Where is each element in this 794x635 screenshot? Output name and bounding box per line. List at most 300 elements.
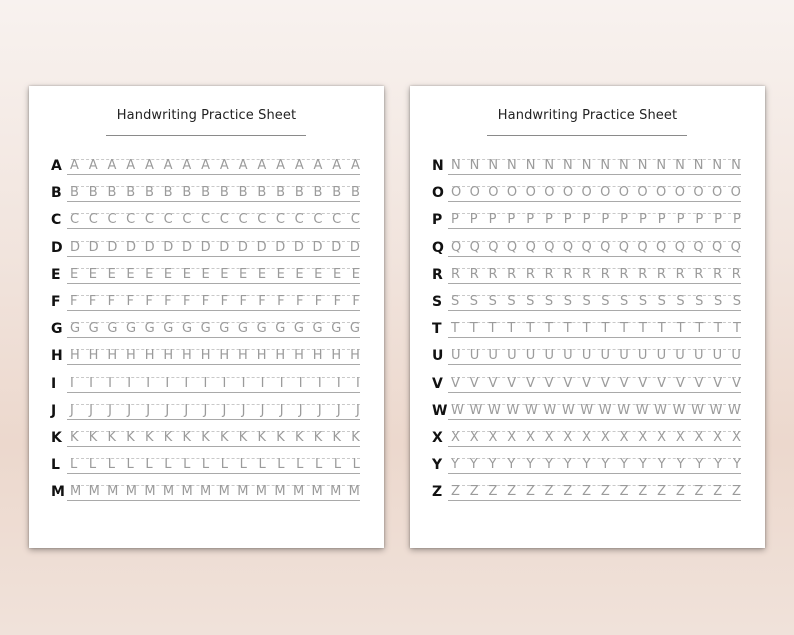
- guide-line-base: [448, 419, 741, 420]
- trace-letter: O: [730, 185, 741, 201]
- row-letter-label: N: [432, 158, 444, 174]
- trace-letter: M: [237, 484, 249, 500]
- trace-letter: E: [220, 266, 229, 282]
- trace-letter: Y: [582, 457, 591, 473]
- trace-letter: D: [256, 239, 267, 255]
- guide-line-base: [67, 473, 360, 474]
- trace-letter: A: [144, 158, 154, 173]
- practice-row-k: [29, 430, 384, 452]
- trace-letter: G: [219, 321, 230, 337]
- trace-letter: T: [507, 321, 516, 337]
- trace-letter: Z: [619, 484, 629, 500]
- trace-letter: B: [144, 185, 154, 201]
- trace-letter: D: [237, 239, 248, 255]
- trace-letter: M: [311, 484, 323, 500]
- trace-letter: O: [600, 185, 611, 201]
- trace-letter: X: [544, 430, 554, 445]
- trace-letters: [70, 430, 360, 446]
- trace-letters: [70, 457, 360, 473]
- trace-letter: Y: [638, 457, 647, 473]
- practice-row-e: [29, 267, 384, 289]
- trace-letter: A: [107, 158, 117, 173]
- trace-letter: J: [317, 402, 322, 418]
- trace-letter: H: [107, 348, 118, 364]
- trace-letter: Q: [562, 239, 574, 255]
- trace-letter: A: [163, 158, 173, 173]
- practice-row-s: [410, 294, 765, 316]
- trace-letter: R: [544, 266, 554, 282]
- trace-letter: P: [544, 212, 553, 228]
- trace-letter: V: [638, 375, 648, 391]
- trace-letter: Z: [582, 484, 592, 500]
- row-letter-label: T: [432, 321, 442, 338]
- trace-letter: T: [451, 321, 459, 337]
- trace-letters: [451, 403, 741, 419]
- trace-letter: E: [145, 266, 154, 282]
- trace-letter: C: [107, 212, 117, 228]
- trace-letter: U: [712, 348, 723, 364]
- trace-letter: O: [562, 185, 574, 201]
- trace-letter: J: [279, 402, 284, 418]
- guide-line-base: [448, 256, 741, 257]
- trace-letter: X: [694, 430, 704, 445]
- trace-letter: J: [298, 402, 303, 418]
- trace-letter: K: [238, 430, 248, 445]
- trace-letter: I: [184, 375, 189, 391]
- trace-letter: M: [125, 484, 137, 500]
- trace-letter: C: [126, 212, 136, 228]
- trace-letter: N: [600, 158, 611, 173]
- trace-letter: R: [451, 266, 461, 282]
- trace-letter: P: [451, 212, 459, 228]
- trace-letter: M: [292, 484, 305, 500]
- practice-row-x: [410, 430, 765, 452]
- trace-letter: T: [601, 321, 610, 337]
- trace-letter: B: [276, 185, 285, 201]
- trace-letter: V: [694, 375, 704, 391]
- trace-letter: O: [451, 185, 462, 201]
- trace-letter: N: [637, 158, 648, 173]
- trace-letter: C: [219, 212, 229, 228]
- trace-letter: W: [543, 402, 557, 418]
- practice-sheet-left: [29, 86, 384, 548]
- trace-letter: H: [200, 348, 211, 364]
- row-letter-label: A: [51, 158, 62, 174]
- trace-letter: G: [144, 321, 155, 337]
- trace-letter: U: [656, 348, 667, 364]
- practice-row-m: [29, 484, 384, 506]
- trace-letter: U: [488, 348, 498, 364]
- trace-letter: Q: [693, 239, 704, 255]
- trace-letter: Z: [732, 484, 741, 500]
- trace-letter: I: [298, 375, 303, 391]
- trace-letter: B: [219, 185, 229, 201]
- trace-letter: S: [732, 294, 741, 309]
- trace-letter: O: [581, 185, 592, 201]
- guide-line-base: [448, 310, 741, 311]
- trace-letter: M: [218, 484, 230, 500]
- trace-letter: E: [295, 266, 304, 282]
- trace-letter: U: [525, 348, 536, 364]
- trace-letter: G: [349, 321, 360, 337]
- trace-letter: P: [695, 212, 704, 228]
- guide-line-base: [448, 364, 741, 365]
- trace-letter: V: [732, 375, 741, 391]
- trace-letter: N: [525, 158, 536, 173]
- trace-letter: Z: [713, 484, 723, 500]
- row-letter-label: S: [432, 294, 443, 310]
- trace-letter: V: [582, 375, 592, 391]
- trace-letter: A: [126, 158, 136, 173]
- guide-line-base: [448, 283, 741, 284]
- trace-letter: P: [657, 212, 666, 228]
- trace-letter: K: [88, 430, 98, 445]
- trace-letter: T: [638, 321, 647, 337]
- trace-letters: [70, 484, 360, 500]
- trace-letter: G: [163, 321, 174, 337]
- trace-letter: F: [239, 294, 247, 309]
- trace-letter: W: [561, 402, 575, 418]
- trace-letter: K: [70, 430, 79, 445]
- trace-letter: M: [107, 484, 119, 500]
- practice-row-t: [410, 321, 765, 343]
- practice-row-d: [29, 240, 384, 262]
- row-letter-label: H: [51, 348, 63, 365]
- trace-letter: T: [582, 321, 591, 337]
- trace-letter: U: [581, 348, 592, 364]
- trace-letters: [451, 321, 741, 337]
- trace-letter: Z: [694, 484, 704, 500]
- trace-letter: A: [70, 158, 79, 173]
- trace-letter: Z: [638, 484, 648, 500]
- trace-letter: O: [488, 185, 499, 201]
- sheet-title: Handwriting Practice Sheet: [116, 108, 297, 123]
- trace-letter: E: [257, 266, 267, 282]
- trace-letter: N: [712, 158, 723, 173]
- trace-letter: W: [469, 402, 483, 418]
- trace-letter: V: [507, 375, 517, 391]
- trace-letter: F: [107, 294, 116, 309]
- guide-line-base: [67, 446, 360, 447]
- guide-line-base: [67, 364, 360, 365]
- practice-row-w: [410, 403, 765, 425]
- trace-letter: E: [88, 266, 97, 282]
- trace-letters: [451, 240, 741, 256]
- trace-letter: F: [314, 294, 323, 309]
- trace-letter: V: [525, 375, 535, 391]
- trace-letter: Q: [525, 239, 536, 255]
- trace-letter: C: [201, 212, 211, 228]
- trace-letter: I: [127, 375, 132, 391]
- trace-letter: T: [544, 321, 553, 337]
- trace-letter: J: [203, 402, 208, 418]
- practice-row-b: [29, 185, 384, 207]
- trace-letter: U: [675, 348, 685, 364]
- trace-letter: L: [145, 457, 153, 473]
- trace-letter: S: [563, 294, 572, 309]
- trace-letter: H: [312, 348, 323, 364]
- trace-letter: Y: [451, 457, 459, 473]
- trace-letter: K: [145, 430, 154, 445]
- trace-letter: F: [352, 294, 360, 309]
- trace-letter: S: [713, 294, 723, 309]
- trace-letter: A: [238, 158, 248, 173]
- trace-letter: H: [256, 348, 267, 364]
- trace-letter: A: [88, 158, 98, 173]
- trace-letter: K: [332, 430, 342, 445]
- trace-letter: V: [469, 375, 479, 391]
- trace-letter: R: [563, 266, 573, 282]
- trace-letter: I: [336, 375, 341, 391]
- trace-letter: U: [563, 348, 573, 364]
- trace-letters: [70, 321, 360, 337]
- trace-letter: D: [312, 239, 323, 255]
- trace-letter: J: [89, 402, 93, 418]
- trace-letter: P: [676, 212, 685, 228]
- trace-letter: M: [70, 484, 82, 500]
- trace-letter: B: [351, 185, 360, 201]
- guide-line-base: [67, 228, 360, 229]
- trace-letter: C: [182, 212, 192, 228]
- trace-letter: K: [257, 430, 267, 445]
- trace-letter: Q: [469, 239, 480, 255]
- trace-letter: O: [656, 185, 667, 201]
- trace-letter: D: [163, 239, 174, 255]
- trace-letter: Z: [488, 484, 498, 500]
- trace-letter: Q: [674, 239, 685, 255]
- trace-letter: T: [526, 321, 535, 337]
- trace-letter: D: [219, 239, 230, 255]
- trace-letter: T: [676, 321, 685, 337]
- trace-letter: N: [507, 158, 517, 173]
- trace-letter: U: [544, 348, 554, 364]
- trace-letter: S: [544, 294, 554, 309]
- trace-letter: C: [70, 212, 80, 228]
- trace-letter: U: [469, 348, 480, 364]
- practice-row-o: [410, 185, 765, 207]
- trace-letter: V: [675, 375, 685, 391]
- trace-letter: Y: [732, 457, 741, 473]
- trace-letter: F: [333, 294, 342, 309]
- trace-letter: Z: [600, 484, 610, 500]
- trace-letter: I: [317, 375, 322, 391]
- trace-letter: S: [488, 294, 497, 309]
- trace-letter: A: [219, 158, 229, 173]
- row-letter-label: K: [51, 430, 62, 446]
- trace-letter: J: [165, 402, 170, 418]
- trace-letter: N: [675, 158, 685, 173]
- trace-letters: [451, 158, 741, 174]
- trace-letter: X: [488, 430, 498, 445]
- trace-letter: F: [88, 294, 97, 309]
- trace-letter: A: [351, 158, 360, 173]
- trace-letter: N: [656, 158, 667, 173]
- trace-letter: O: [525, 185, 536, 201]
- trace-letter: U: [507, 348, 517, 364]
- trace-letter: A: [313, 158, 323, 173]
- trace-letter: Q: [730, 239, 741, 255]
- trace-letter: J: [222, 402, 227, 418]
- trace-letter: O: [711, 185, 723, 201]
- trace-letter: Q: [488, 239, 499, 255]
- trace-letter: S: [469, 294, 479, 309]
- trace-letter: M: [200, 484, 212, 500]
- trace-letter: M: [181, 484, 193, 500]
- trace-letter: H: [275, 348, 286, 364]
- trace-letter: D: [331, 239, 342, 255]
- practice-sheet-right: [410, 86, 765, 548]
- trace-letter: K: [313, 430, 323, 445]
- trace-letter: R: [469, 266, 479, 282]
- trace-letter: Y: [657, 457, 666, 473]
- trace-letter: L: [164, 457, 172, 473]
- trace-letter: Y: [526, 457, 535, 473]
- trace-letter: W: [617, 402, 631, 418]
- row-letter-label: E: [51, 266, 61, 283]
- trace-letter: H: [219, 348, 230, 364]
- trace-letter: H: [163, 348, 174, 364]
- trace-letter: G: [125, 321, 137, 337]
- trace-letter: A: [276, 158, 285, 173]
- trace-letter: S: [676, 294, 685, 309]
- trace-letter: Y: [601, 457, 610, 473]
- row-letter-label: D: [51, 239, 63, 256]
- trace-letter: K: [220, 430, 229, 445]
- guide-line-base: [67, 256, 360, 257]
- trace-letter: U: [637, 348, 648, 364]
- trace-letter: S: [451, 294, 460, 309]
- trace-letter: Y: [488, 457, 497, 473]
- row-letter-label: X: [432, 430, 443, 446]
- trace-letter: U: [731, 348, 741, 364]
- trace-letter: I: [108, 375, 112, 391]
- trace-letter: I: [70, 375, 74, 391]
- trace-letter: W: [691, 402, 704, 418]
- trace-letter: V: [451, 375, 460, 391]
- trace-letter: Z: [469, 484, 479, 500]
- trace-letter: F: [277, 294, 285, 309]
- trace-letter: A: [201, 158, 211, 173]
- trace-letter: B: [294, 185, 304, 201]
- trace-letter: L: [107, 457, 115, 473]
- trace-letter: R: [488, 266, 498, 282]
- trace-letter: T: [732, 321, 741, 337]
- trace-letters: [70, 212, 360, 228]
- trace-letter: Z: [507, 484, 517, 500]
- trace-letter: L: [314, 457, 323, 473]
- trace-letters: [70, 185, 360, 201]
- trace-letter: I: [260, 375, 265, 391]
- guide-line-base: [67, 500, 360, 501]
- trace-letter: E: [239, 266, 248, 282]
- practice-row-a: [29, 158, 384, 180]
- trace-letter: C: [144, 212, 154, 228]
- row-letter-label: Q: [432, 239, 444, 256]
- guide-line-base: [448, 473, 741, 474]
- trace-letters: [70, 240, 360, 256]
- trace-letter: Q: [711, 239, 723, 255]
- trace-letter: O: [618, 185, 629, 201]
- trace-letter: G: [88, 321, 99, 337]
- trace-letter: E: [332, 266, 342, 282]
- trace-letter: C: [275, 212, 285, 228]
- trace-letter: A: [332, 158, 342, 173]
- trace-letter: R: [675, 266, 685, 282]
- trace-letter: X: [469, 430, 479, 445]
- trace-letter: M: [144, 484, 156, 500]
- row-letter-label: C: [51, 212, 62, 229]
- trace-letter: D: [70, 239, 81, 255]
- trace-letter: D: [107, 239, 118, 255]
- trace-letter: G: [107, 321, 118, 337]
- trace-letter: L: [258, 457, 266, 473]
- trace-letter: H: [294, 348, 304, 364]
- guide-line-base: [67, 419, 360, 420]
- row-letter-label: F: [51, 294, 61, 310]
- trace-letter: M: [348, 484, 360, 500]
- trace-letter: M: [162, 484, 175, 500]
- trace-letter: S: [582, 294, 591, 309]
- trace-letter: F: [126, 294, 134, 309]
- trace-letter: A: [294, 158, 304, 173]
- trace-letter: S: [601, 294, 610, 309]
- trace-letter: H: [182, 348, 192, 364]
- practice-row-f: [29, 294, 384, 316]
- trace-letter: W: [487, 402, 501, 418]
- trace-letter: R: [731, 266, 741, 282]
- trace-letter: Y: [469, 457, 478, 473]
- trace-letter: R: [656, 266, 666, 282]
- trace-letter: B: [163, 185, 173, 201]
- trace-letter: U: [693, 348, 704, 364]
- trace-letters: [70, 158, 360, 174]
- practice-row-r: [410, 267, 765, 289]
- row-letter-label: G: [51, 321, 63, 338]
- trace-letter: P: [582, 212, 591, 228]
- trace-letter: S: [507, 294, 516, 309]
- row-letter-label: J: [51, 402, 57, 419]
- trace-letter: V: [713, 375, 723, 391]
- trace-letter: E: [276, 266, 285, 282]
- trace-letter: L: [126, 457, 134, 473]
- guide-line-base: [448, 392, 741, 393]
- trace-letter: G: [237, 321, 248, 337]
- trace-letters: [451, 267, 741, 283]
- trace-letter: O: [469, 185, 480, 201]
- trace-letter: J: [241, 402, 246, 418]
- trace-letter: A: [257, 158, 267, 173]
- trace-letter: I: [146, 375, 151, 391]
- practice-row-u: [410, 348, 765, 370]
- trace-letter: X: [675, 430, 685, 445]
- trace-letter: P: [526, 212, 535, 228]
- trace-letter: B: [313, 185, 323, 201]
- trace-letters: [451, 185, 741, 201]
- trace-letter: H: [238, 348, 248, 364]
- trace-letter: G: [200, 321, 211, 337]
- trace-letter: L: [239, 457, 247, 473]
- practice-row-p: [410, 212, 765, 234]
- trace-letter: R: [600, 266, 610, 282]
- trace-letter: I: [165, 375, 170, 391]
- trace-letter: G: [293, 321, 304, 337]
- trace-letter: D: [200, 239, 211, 255]
- trace-letter: M: [88, 484, 100, 500]
- trace-letters: [451, 376, 741, 392]
- practice-row-g: [29, 321, 384, 343]
- trace-letter: W: [506, 402, 520, 418]
- practice-row-y: [410, 457, 765, 479]
